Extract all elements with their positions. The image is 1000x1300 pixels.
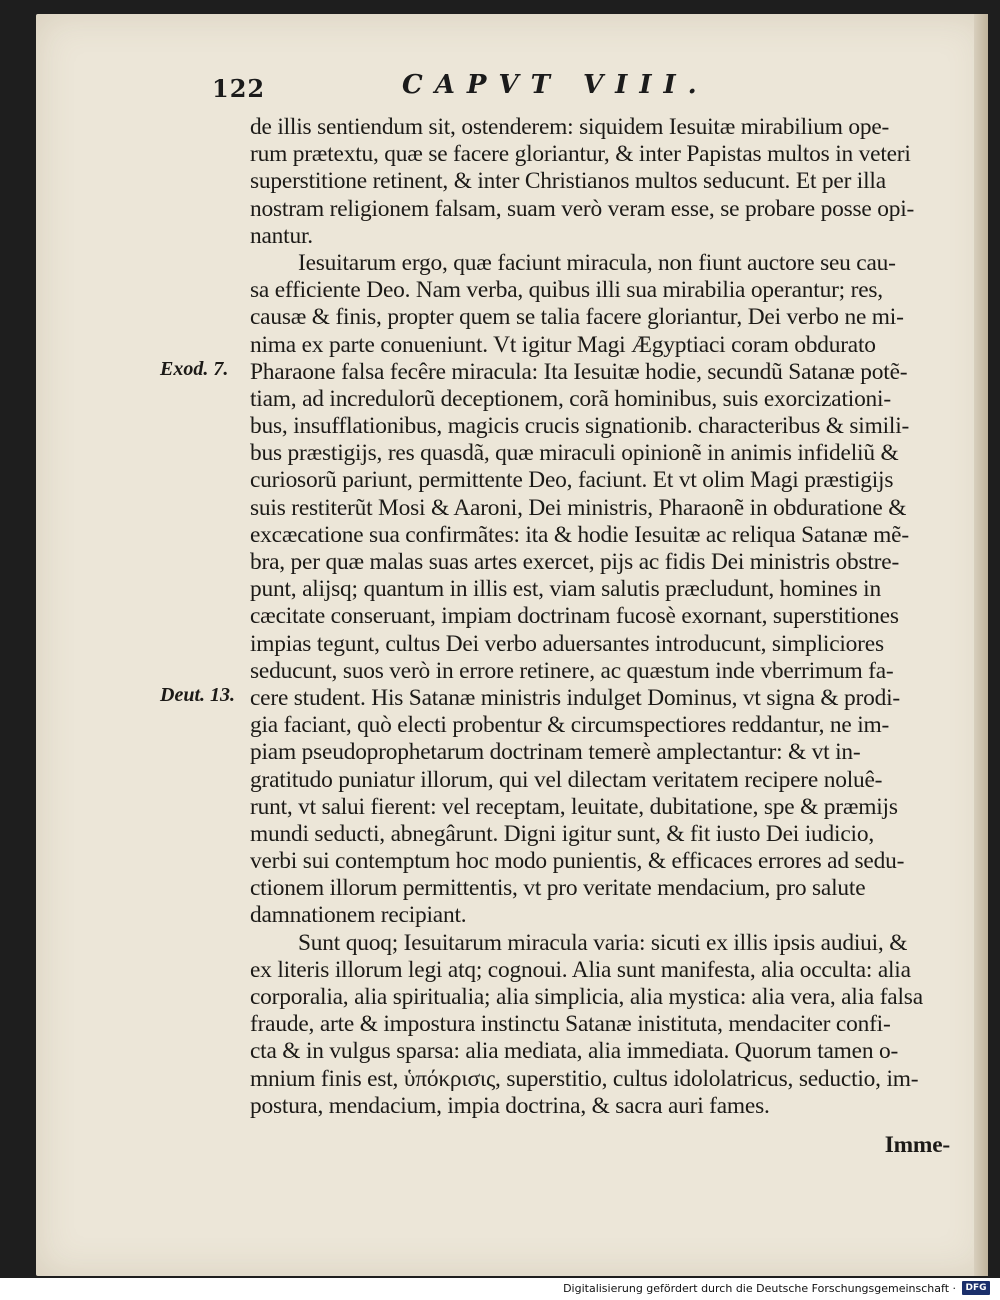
text-line: gratitudo puniatur illorum, qui vel dilectam veritatem recipere noluê-	[250, 766, 883, 793]
text-line: causæ & finis, propter quem se talia facere gloriantur, Dei verbo ne mi-	[250, 304, 904, 331]
text-line: rum prætextu, quæ se facere gloriantur, & inter Papistas multos in veteri	[250, 141, 911, 168]
text-line: sa efficiente Deo. Nam verba, quibus illi sua mirabilia operantur; res,	[250, 277, 883, 304]
text-line: nima ex parte conueniunt. Vt igitur Magi Ægyptiaci coram obdurato	[250, 331, 876, 358]
dfg-logo-icon: DFG	[962, 1281, 990, 1295]
text-line: postura, mendacium, impia doctrina, & sacra auri fames.	[250, 1092, 770, 1119]
text-line: tiam, ad incredulorũ deceptionem, corã hominibus, suis exorcizationi-	[250, 385, 891, 412]
text-line: bus, insufflationibus, magicis crucis signationib. characteribus & simili-	[250, 413, 910, 440]
marginal-note-exodus: Exod. 7.	[160, 358, 229, 380]
text-line: gia faciant, quò electi probentur & circumspectiores reddantur, ne im-	[250, 712, 890, 739]
catchword: Imme-	[884, 1131, 950, 1158]
text-line: ctionem illorum permittentis, vt pro veritate mendacium, pro salute	[250, 875, 866, 902]
text-line: fraude, arte & impostura instinctu Satanæ inistituta, mendaciter confi-	[250, 1011, 891, 1038]
text-line: corporalia, alia spiritualia; alia simplicia, alia mystica: alia vera, alia falsa	[250, 984, 923, 1010]
paragraph-start-line: Sunt quoq; Iesuitarum miracula varia: sicuti ex illis ipsis audiui, &	[298, 929, 908, 956]
text-line: superstitione retinent, & inter Christianos multos seducunt. Et per illa	[250, 168, 886, 195]
text-line: bus præstigijs, res quasdã, quæ miraculi opinionẽ in animis infideliũ &	[250, 440, 899, 467]
text-line: seducunt, suos verò in errore retinere, ac quæstum inde vberrimum fa-	[250, 657, 894, 684]
text-line: suis restiterũt Mosi & Aaroni, Dei ministris, Pharaonẽ in obduratione &	[250, 494, 907, 521]
text-line: excæcatione sua confirmãtes: ita & hodie Iesuitæ ac reliqua Satanæ mẽ-	[250, 521, 909, 548]
text-line: runt, vt salui fierent: vel receptam, leuitate, dubitatione, spe & præmijs	[250, 793, 898, 820]
body-text	[250, 114, 950, 1159]
footer-bar	[0, 1278, 1000, 1300]
text-line: impias tegunt, cultus Dei verbo aduersantes introducunt, simpliciores	[250, 630, 884, 657]
paragraph-start-line: Iesuitarum ergo, quæ faciunt miracula, non fiunt auctore seu cau-	[298, 249, 896, 276]
running-head: CAPVT VIII.	[402, 70, 709, 100]
text-line: punt, alijsq; quantum in illis est, viam salutis præcludunt, homines in	[250, 576, 881, 603]
text-line: mnium finis est, ὑπόκρισις, superstitio, cultus idololatricus, seductio, im-	[250, 1065, 919, 1092]
text-line: cere student. His Satanæ ministris indulget Dominus, vt signa & prodi-	[250, 684, 900, 711]
marginal-note-deuteronomy: Deut. 13.	[160, 684, 235, 706]
text-line: nantur.	[250, 222, 313, 249]
text-line: Pharaone falsa fecêre miracula: Ita Iesuitæ hodie, secundũ Satanæ potẽ-	[250, 358, 908, 385]
text-line: piam pseudoprophetarum doctrinam temerè amplectantur: & vt in-	[250, 739, 861, 766]
text-line: cæcitate conseruant, impiam doctrinam fucosè exornant, superstitiones	[250, 603, 899, 630]
page-edge	[974, 14, 988, 1276]
text-line: cta & in vulgus sparsa: alia mediata, alia immediata. Quorum tamen o-	[250, 1038, 899, 1065]
funding-notice: Digitalisierung gefördert durch die Deutsche Forschungsgemeinschaft ·	[563, 1282, 956, 1295]
text-line: de illis sentiendum sit, ostenderem: siquidem Iesuitæ mirabilium ope-	[250, 114, 890, 140]
text-line: verbi sui contemptum hoc modo punientis, & efficaces errores ad sedu-	[250, 848, 905, 875]
text-line: curiosorũ pariunt, permittente Deo, faciunt. Et vt olim Magi præstigijs	[250, 467, 894, 494]
text-line: ex literis illorum legi atq; cognoui. Alia sunt manifesta, alia occulta: alia	[250, 956, 911, 983]
text-line: bra, per quæ malas suas artes exercet, pijs ac fidis Dei ministris obstre-	[250, 549, 900, 575]
page-header	[212, 70, 772, 110]
text-line: damnationem recipiant.	[250, 902, 467, 929]
page-number: 122	[212, 74, 266, 103]
text-line: mundi seducti, abnegârunt. Digni igitur sunt, & fit iusto Dei iudicio,	[250, 820, 874, 847]
text-line: nostram religionem falsam, suam verò veram esse, se probare posse opi-	[250, 195, 915, 222]
